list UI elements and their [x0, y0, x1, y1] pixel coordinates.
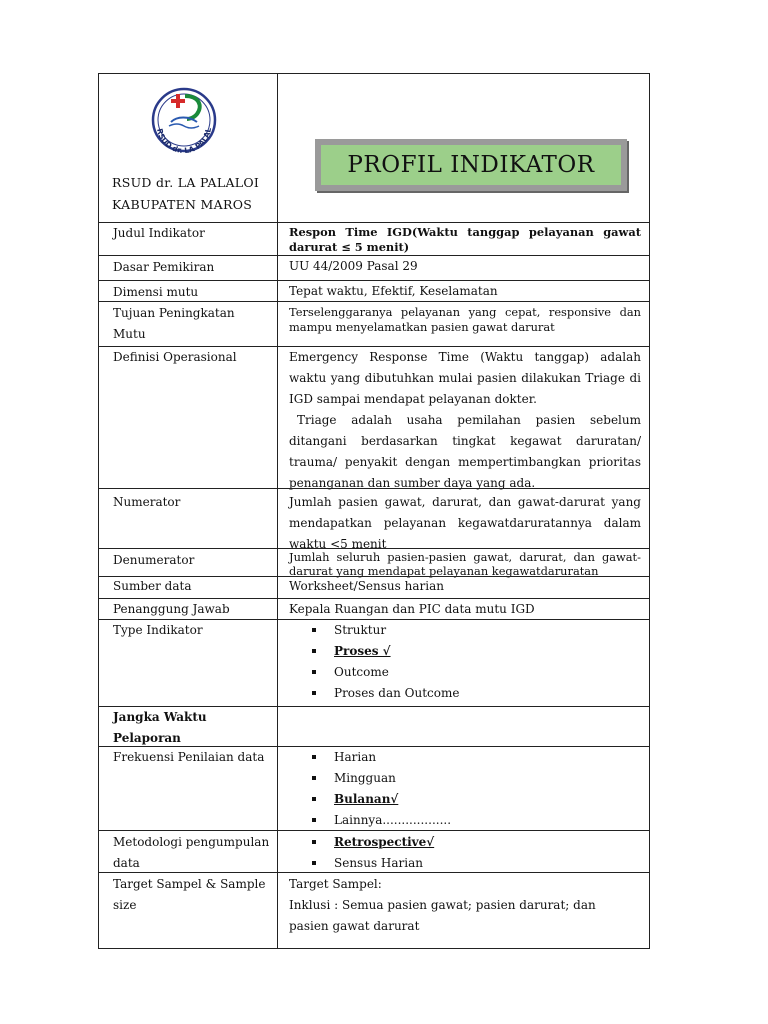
value-penanggung: Kepala Ruangan dan PIC data mutu IGD [289, 602, 535, 616]
type-item-outcome: Outcome [289, 662, 641, 683]
type-item-proses-outcome: Proses dan Outcome [289, 683, 641, 704]
svg-text:RSUD dr. LA PALALOI: RSUD dr. LA PALAL [155, 127, 213, 156]
bullet-icon [312, 670, 316, 674]
label-target [113, 874, 271, 916]
target-line3: pasien gawat darurat [289, 919, 420, 933]
label-jangka-line1: Jangka Waktu [113, 710, 207, 724]
row-numerator [99, 488, 649, 551]
row-dimensi [99, 280, 649, 299]
label-target-line2: size [113, 898, 137, 912]
label-jangka-line2: Pelaporan [113, 731, 181, 745]
frekuensi-item-bulanan: Bulanan√ [289, 789, 641, 810]
hospital-name [112, 172, 259, 216]
page-title: PROFIL INDIKATOR [321, 145, 621, 185]
type-item-proses: Proses √ [289, 641, 641, 662]
value-numerator: Jumlah pasien gawat, darurat, dan gawat-darurat yang mendapatkan pelayanan kegawatdaruratannya dalam waktu <5 menit [289, 495, 641, 551]
label-tujuan-line2: Mutu [113, 327, 146, 341]
value-frekuensi [289, 747, 641, 831]
value-target [289, 874, 641, 937]
target-line1: Target Sampel: [289, 877, 382, 891]
label-metodologi-line1: Metodologi pengumpulan [113, 835, 270, 849]
row-jangka [99, 706, 649, 745]
row-dasar [99, 255, 649, 274]
bullet-icon [312, 628, 316, 632]
hospital-logo [147, 86, 221, 160]
bullet-icon [312, 840, 316, 844]
frekuensi-item-harian: Harian [289, 747, 641, 768]
label-jangka [113, 707, 271, 749]
bullet-icon [312, 776, 316, 780]
value-dimensi: Tepat waktu, Efektif, Keselamatan [289, 284, 498, 298]
value-denumerator: Jumlah seluruh pasien-pasien gawat, darurat, dan gawat- darurat yang mendapat pelayanan kegawatdaruratan [289, 550, 641, 578]
label-dimensi: Dimensi mutu [113, 285, 199, 299]
value-dasar: UU 44/2009 Pasal 29 [289, 259, 418, 273]
value-judul: Respon Time IGD(Waktu tanggap pelayanan gawat darurat ≤ 5 menit) [289, 225, 641, 254]
type-item-struktur: Struktur [289, 620, 641, 641]
label-metodologi [113, 832, 271, 874]
label-frekuensi: Frekuensi Penilaian data [113, 750, 265, 764]
column-divider [277, 74, 278, 948]
label-type: Type Indikator [113, 623, 203, 637]
row-frekuensi [99, 746, 649, 827]
metodologi-item-retrospective: Retrospective√ [289, 832, 641, 853]
bullet-icon [312, 818, 316, 822]
row-penanggung [99, 598, 649, 616]
frekuensi-item-lainnya: Lainnya.................. [289, 810, 641, 831]
row-sumber [99, 576, 649, 593]
row-definisi [99, 346, 649, 490]
row-type [99, 619, 649, 700]
label-tujuan-line1: Tujuan Peningkatan [113, 306, 235, 320]
label-penanggung: Penanggung Jawab [113, 602, 230, 616]
label-target-line1: Target Sampel & Sample [113, 877, 266, 891]
value-definisi [289, 347, 641, 494]
row-target [99, 872, 649, 933]
value-tujuan: Terselenggaranya pelayanan yang cepat, responsive dan mampu menyelamatkan pasien gawat darurat [289, 305, 641, 334]
bullet-icon [312, 691, 316, 695]
row-metodologi [99, 830, 649, 870]
label-judul: Judul Indikator [113, 226, 205, 240]
indicator-profile-table [98, 73, 650, 949]
hospital-name-line1: RSUD dr. LA PALALOI [112, 175, 260, 190]
metodologi-item-sensus: Sensus Harian [289, 853, 641, 874]
row-denumerator [99, 548, 649, 578]
value-sumber: Worksheet/Sensus harian [289, 579, 444, 593]
definisi-para1: Emergency Response Time (Waktu tanggap) adalah waktu yang dibutuhkan mulai pasien dilakukan Triage di IGD sampai mendapat pelayanan dokter. [289, 350, 641, 406]
label-dasar: Dasar Pemikiran [113, 260, 215, 274]
bullet-icon [312, 861, 316, 865]
label-metodologi-line2: data [113, 856, 140, 870]
hospital-name-line2: KABUPATEN MAROS [112, 197, 253, 212]
label-numerator: Numerator [113, 495, 181, 509]
bullet-icon [312, 797, 316, 801]
frekuensi-item-mingguan: Mingguan [289, 768, 641, 789]
value-type [289, 620, 641, 704]
bullet-icon [312, 755, 316, 759]
title-banner [315, 139, 627, 191]
label-sumber: Sumber data [113, 579, 192, 593]
row-tujuan [99, 301, 649, 341]
label-definisi: Definisi Operasional [113, 350, 237, 364]
label-tujuan [113, 303, 271, 345]
definisi-para2: Triage adalah usaha pemilahan pasien sebelum ditangani berdasarkan tingkat kegawat daruratan/ trauma/ penyakit dengan mempertimbangkan prioritas penanganan dan sumber daya yang ada. [289, 413, 641, 490]
row-judul [99, 222, 649, 254]
target-line2: Inklusi : Semua pasien gawat; pasien darurat; dan [289, 898, 596, 912]
label-denumerator: Denumerator [113, 553, 195, 567]
bullet-icon [312, 649, 316, 653]
value-metodologi [289, 832, 641, 874]
